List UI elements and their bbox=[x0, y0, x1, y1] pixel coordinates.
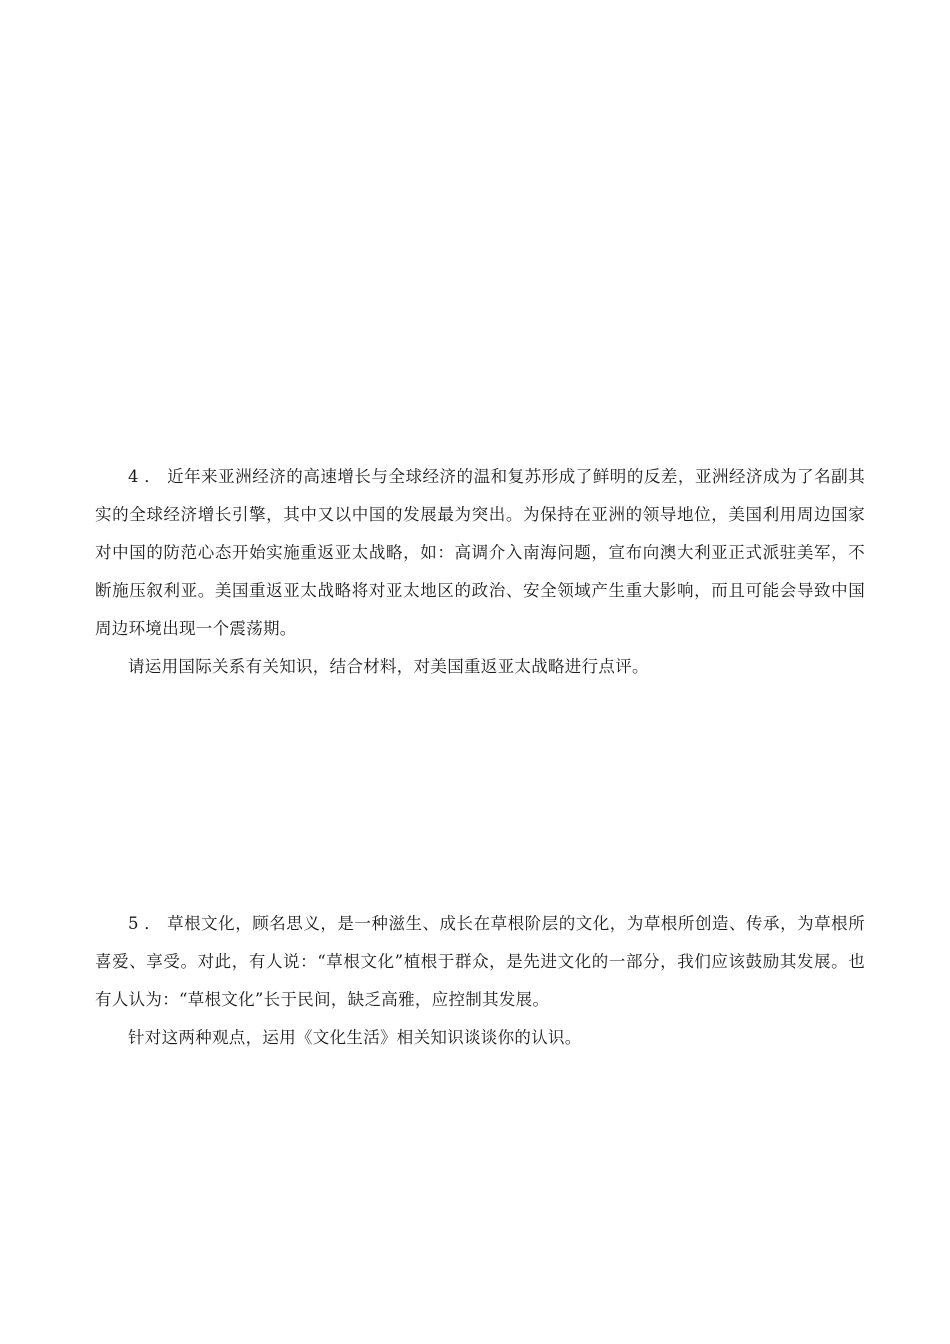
question-4-prompt: 请运用国际关系有关知识，结合材料，对美国重返亚太战略进行点评。 bbox=[128, 657, 649, 676]
question-5-number: 5 bbox=[128, 914, 139, 933]
question-5-prompt: 针对这两种观点，运用《文化生活》相关知识谈谈你的认识。 bbox=[128, 1028, 582, 1047]
question-5-separator: ． bbox=[138, 914, 162, 933]
question-5-material bbox=[95, 905, 865, 1019]
question-4-number: 4 bbox=[128, 467, 139, 486]
question-5 bbox=[95, 905, 865, 1057]
question-4-separator: ． bbox=[138, 467, 162, 486]
question-4-material bbox=[95, 458, 865, 648]
question-5-material-text: 草根文化，顾名思义，是一种滋生、成长在草根阶层的文化，为草根所创造、传承，为草根所喜爱、享受。对此，有人说：“草根文化”植根于群众，是先进文化的一部分，我们应该鼓励其发展。也有人认为：“草根文化”长于民间，缺乏高雅，应控制其发展。 bbox=[95, 914, 865, 1009]
question-4-material-text: 近年来亚洲经济的高速增长与全球经济的温和复苏形成了鲜明的反差，亚洲经济成为了名副其实的全球经济增长引擎，其中又以中国的发展最为突出。为保持在亚洲的领导地位，美国利用周边国家对中国的防范心态开始实施重返亚太战略，如：高调介入南海问题，宣布向澳大利亚正式派驻美军，不断施压叙利亚。美国重返亚太战略将对亚太地区的政治、安全领域产生重大影响，而且可能会导致中国周边环境出现一个震荡期。 bbox=[95, 467, 865, 638]
question-4 bbox=[95, 458, 865, 686]
